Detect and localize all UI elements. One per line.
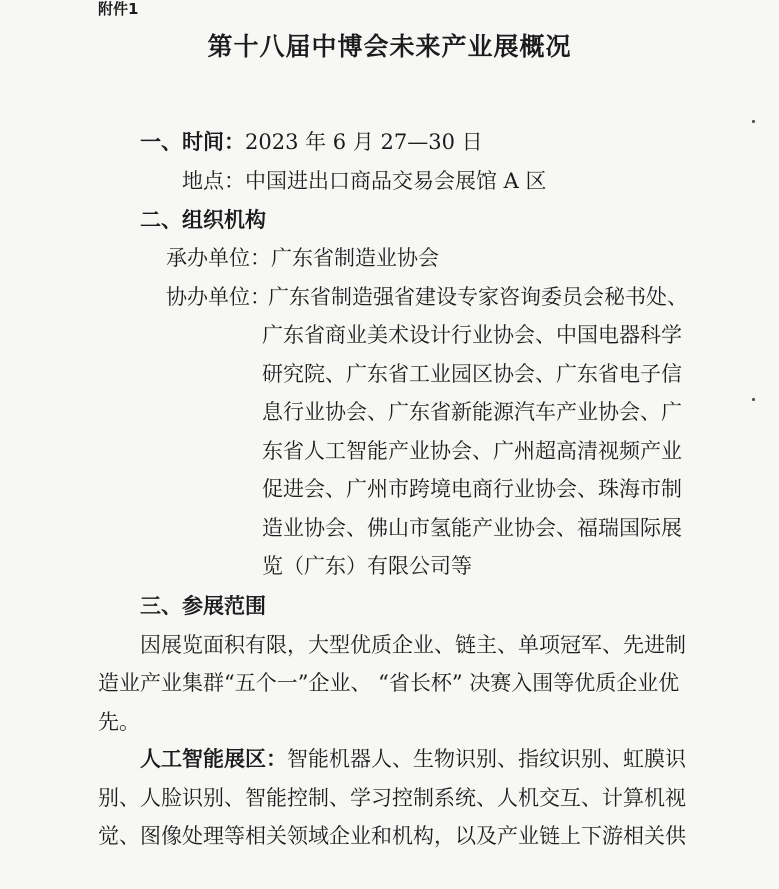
section-scope-heading: 三、参展范围 bbox=[140, 594, 266, 618]
ai-zone-line: 智能机器人、生物识别、指纹识别、虹膜识 bbox=[287, 747, 686, 771]
co-organizer-line: 东省人工智能产业协会、广州超高清视频产业 bbox=[262, 439, 682, 463]
scope-intro-line: 造业产业集群“五个一”企业、 “省长杯” 决赛入围等优质企业优 bbox=[98, 671, 680, 695]
co-organizer-line: 研究院、广东省工业园区协会、广东省电子信 bbox=[262, 362, 682, 386]
ai-zone-row bbox=[140, 744, 686, 774]
place-label: 地点： bbox=[182, 169, 245, 193]
time-value: 2023 年 6 月 27—30 日 bbox=[245, 130, 483, 154]
time-label: 一、时间： bbox=[140, 130, 245, 154]
ai-zone-label: 人工智能展区： bbox=[140, 747, 287, 771]
page-title: 第十八届中博会未来产业展概况 bbox=[207, 32, 572, 61]
organizer-row bbox=[166, 243, 439, 273]
scan-mark bbox=[752, 120, 755, 123]
scope-intro-line: 因展览面积有限，大型优质企业、链主、单项冠军、先进制 bbox=[140, 633, 686, 657]
scan-mark bbox=[752, 398, 755, 401]
attachment-label: 附件1 bbox=[98, 0, 139, 18]
co-organizer-line: 造业协会、佛山市氢能产业协会、福瑞国际展 bbox=[262, 516, 682, 540]
co-organizer-line: 广东省制造强省建设专家咨询委员会秘书处、 bbox=[268, 285, 688, 309]
co-organizer-line: 促进会、广州市跨境电商行业协会、珠海市制 bbox=[262, 477, 682, 501]
ai-zone-line: 别、人脸识别、智能控制、学习控制系统、人机交互、计算机视 bbox=[98, 786, 686, 810]
co-organizer-line: 广东省商业美术设计行业协会、中国电器科学 bbox=[262, 323, 682, 347]
co-organizer-line: 息行业协会、广东省新能源汽车产业协会、广 bbox=[262, 400, 682, 424]
section-organization-heading: 二、组织机构 bbox=[140, 208, 266, 232]
organizer-label: 承办单位： bbox=[166, 246, 271, 270]
co-organizer-line: 览（广东）有限公司等 bbox=[262, 554, 472, 578]
ai-zone-line: 觉、图像处理等相关领域企业和机构，以及产业链上下游相关供 bbox=[98, 824, 686, 848]
place-row bbox=[182, 166, 547, 196]
organizer-value: 广东省制造业协会 bbox=[271, 246, 439, 270]
scope-intro-line: 先。 bbox=[98, 710, 140, 734]
co-organizer-label: 协办单位： bbox=[166, 285, 271, 309]
place-value: 中国进出口商品交易会展馆 A 区 bbox=[245, 169, 547, 193]
time-row bbox=[140, 127, 483, 157]
